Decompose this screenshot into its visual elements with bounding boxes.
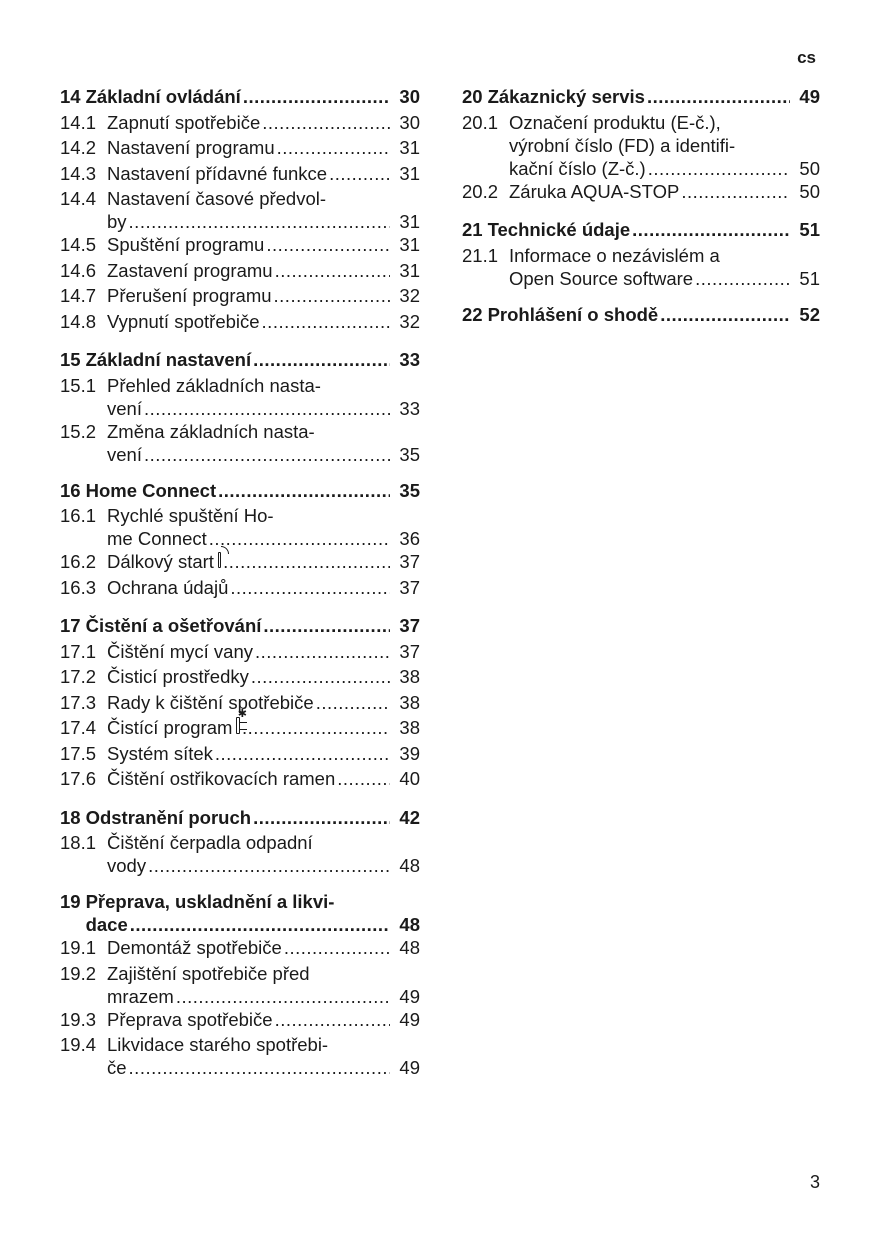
entry-title-line bbox=[107, 576, 420, 599]
toc-subentry[interactable] bbox=[60, 504, 420, 550]
entry-page-number: 32 bbox=[399, 310, 420, 332]
entry-title bbox=[107, 962, 420, 1008]
entry-title-text: Spuštění programu bbox=[107, 234, 265, 255]
dot-leader bbox=[243, 85, 390, 108]
entry-page-number: 52 bbox=[799, 303, 820, 325]
entry-number: 16 bbox=[60, 479, 81, 501]
dot-leader bbox=[266, 233, 390, 256]
entry-title bbox=[509, 180, 820, 203]
entry-number: 15.1 bbox=[60, 374, 97, 396]
entry-title-line bbox=[107, 504, 420, 527]
entry-number: 19.2 bbox=[60, 962, 97, 984]
toc-chapter[interactable] bbox=[462, 303, 820, 329]
entry-number: 14.1 bbox=[60, 111, 97, 133]
entry-number: 18.1 bbox=[60, 832, 97, 853]
entry-title bbox=[107, 162, 420, 185]
entry-title-text: Změna základních nasta- bbox=[107, 420, 315, 442]
entry-title-text: Označení produktu (E-č.), bbox=[509, 111, 721, 133]
toc-section bbox=[60, 806, 420, 878]
entry-page-number: 49 bbox=[399, 1057, 420, 1078]
entry-title-line bbox=[488, 218, 820, 241]
entry-title bbox=[107, 504, 420, 550]
dot-leader bbox=[148, 854, 390, 877]
entry-title bbox=[107, 374, 420, 420]
toc-section bbox=[60, 890, 420, 1079]
entry-number: 17.3 bbox=[60, 691, 97, 713]
toc-subentry[interactable] bbox=[60, 374, 420, 420]
entry-title-text: vení bbox=[107, 443, 142, 465]
toc-section bbox=[462, 85, 820, 205]
entry-number: 14.3 bbox=[60, 162, 97, 184]
dot-leader bbox=[218, 479, 390, 502]
entry-title-text: Zajištění spotřebiče před bbox=[107, 962, 310, 984]
entry-title-text: Přerušení programu bbox=[107, 285, 272, 306]
entry-title bbox=[86, 85, 420, 108]
entry-number: 17.4 bbox=[60, 717, 97, 738]
entry-title-line bbox=[107, 162, 420, 185]
entry-title-text: Čištění čerpadla odpadní bbox=[107, 832, 313, 853]
entry-number: 16.1 bbox=[60, 505, 97, 526]
entry-title-text: me Connect bbox=[107, 528, 207, 549]
entry-number: 19 bbox=[60, 891, 81, 912]
dot-leader bbox=[253, 348, 390, 371]
entry-title bbox=[107, 691, 420, 714]
dot-leader bbox=[274, 284, 390, 307]
toc-chapter[interactable] bbox=[60, 614, 420, 640]
toc-subentry[interactable] bbox=[60, 831, 420, 877]
toc-section bbox=[60, 85, 420, 335]
entry-page-number: 33 bbox=[399, 349, 420, 370]
entry-number: 14 bbox=[60, 86, 81, 107]
toc-section bbox=[60, 614, 420, 793]
entry-title bbox=[107, 936, 420, 959]
entry-title-line bbox=[107, 936, 420, 959]
entry-title-text: Čistění a ošetřování bbox=[85, 615, 262, 636]
toc-chapter[interactable] bbox=[60, 479, 420, 505]
entry-title bbox=[107, 136, 420, 159]
dot-leader bbox=[284, 936, 390, 959]
entry-number: 20 bbox=[462, 86, 483, 107]
toc-section bbox=[462, 218, 820, 290]
entry-number: 15.2 bbox=[60, 420, 97, 442]
toc-chapter[interactable] bbox=[462, 218, 820, 244]
entry-title-text: če bbox=[107, 1057, 127, 1078]
entry-title bbox=[107, 665, 420, 688]
entry-title-text: Přeprava, uskladnění a likvi- bbox=[85, 891, 335, 912]
dot-leader bbox=[209, 527, 390, 550]
entry-title bbox=[107, 831, 420, 877]
toc-subentry[interactable] bbox=[60, 111, 420, 137]
toc-chapter[interactable] bbox=[60, 348, 420, 374]
dot-leader bbox=[251, 665, 390, 688]
toc-chapter[interactable] bbox=[462, 85, 820, 111]
entry-title-line bbox=[107, 374, 420, 397]
entry-title bbox=[107, 716, 420, 739]
entry-title-line bbox=[509, 267, 820, 290]
entry-title-text: mrazem bbox=[107, 985, 174, 1007]
toc-subentry[interactable] bbox=[462, 111, 820, 180]
entry-title-line bbox=[107, 691, 420, 714]
entry-title-line bbox=[107, 310, 420, 333]
page-number: 3 bbox=[809, 1172, 820, 1192]
entry-title-line bbox=[107, 962, 420, 985]
entry-page-number: 38 bbox=[399, 691, 420, 713]
entry-title-text: Systém sítek bbox=[107, 742, 213, 764]
entry-title-line bbox=[107, 397, 420, 420]
entry-title-line bbox=[509, 180, 820, 203]
entry-title-text: vení bbox=[107, 397, 142, 419]
entry-title-line bbox=[107, 1033, 420, 1056]
toc-section bbox=[60, 348, 420, 466]
dot-leader bbox=[329, 162, 390, 185]
entry-title-line bbox=[509, 111, 820, 134]
entry-title-text: Open Source software bbox=[509, 267, 694, 289]
entry-title bbox=[488, 218, 820, 241]
entry-title-line bbox=[488, 303, 820, 326]
dot-leader bbox=[144, 443, 390, 466]
entry-page-number: 35 bbox=[399, 443, 420, 465]
entry-title-text: Základní ovládání bbox=[85, 86, 241, 107]
toc-subentry[interactable] bbox=[60, 640, 420, 666]
dot-leader bbox=[660, 303, 790, 326]
entry-page-number: 39 bbox=[399, 742, 420, 764]
entry-number: 14.2 bbox=[60, 137, 97, 158]
entry-number: 17.2 bbox=[60, 666, 97, 687]
entry-title-line bbox=[107, 284, 420, 307]
entry-title-line bbox=[86, 85, 420, 108]
dot-leader bbox=[223, 550, 390, 573]
entry-page-number: 48 bbox=[399, 914, 420, 935]
entry-title-line bbox=[107, 1056, 420, 1079]
entry-number: 17 bbox=[60, 615, 81, 636]
cleaning-program-icon bbox=[236, 717, 240, 734]
entry-title-line bbox=[107, 420, 420, 443]
entry-title-text: Čistící program bbox=[107, 717, 233, 738]
entry-page-number: 42 bbox=[399, 806, 420, 828]
entry-title-line bbox=[509, 134, 820, 157]
dot-leader bbox=[255, 640, 390, 663]
entry-title bbox=[509, 244, 820, 290]
entry-title-line bbox=[107, 233, 420, 256]
entry-page-number: 30 bbox=[399, 86, 420, 107]
toc-subentry[interactable] bbox=[60, 716, 420, 742]
entry-title-text: Rady k čištění spotřebiče bbox=[107, 691, 314, 713]
dot-leader bbox=[275, 259, 390, 282]
entry-title-text: Zákaznický servis bbox=[487, 86, 645, 107]
entry-page-number: 38 bbox=[399, 717, 420, 738]
dot-leader bbox=[262, 111, 390, 134]
entry-title bbox=[107, 111, 420, 134]
entry-title-line bbox=[86, 890, 420, 913]
entry-title-text: Zastavení programu bbox=[107, 259, 273, 281]
entry-title-text: Dálkový start bbox=[107, 551, 214, 572]
entry-title-line bbox=[107, 111, 420, 134]
entry-page-number: 49 bbox=[799, 86, 820, 107]
entry-title-text: Přehled základních nasta- bbox=[107, 374, 321, 396]
entry-title bbox=[488, 85, 820, 108]
entry-title-line bbox=[107, 854, 420, 877]
entry-number: 20.1 bbox=[462, 111, 499, 133]
entry-page-number: 37 bbox=[399, 640, 420, 662]
entry-title bbox=[107, 233, 420, 256]
entry-title-line bbox=[107, 443, 420, 466]
toc-section bbox=[462, 303, 820, 329]
entry-title-text: Čisticí prostředky bbox=[107, 666, 249, 687]
toc-section bbox=[60, 479, 420, 602]
entry-title bbox=[107, 742, 420, 765]
entry-title-text: Nastavení přídavné funkce bbox=[107, 162, 328, 184]
toc-chapter[interactable] bbox=[60, 85, 420, 111]
toc-subentry[interactable] bbox=[60, 259, 420, 285]
entry-title bbox=[107, 310, 420, 333]
entry-title-text: Čištění ostřikovacích ramen bbox=[107, 768, 336, 789]
entry-title bbox=[107, 767, 420, 790]
entry-title-line bbox=[107, 985, 420, 1008]
entry-page-number: 31 bbox=[399, 234, 420, 255]
entry-title-text: Přeprava spotřebiče bbox=[107, 1008, 273, 1030]
entry-title-text: Nastavení časové předvol- bbox=[107, 188, 327, 209]
entry-page-number: 40 bbox=[399, 768, 420, 789]
entry-number: 16.2 bbox=[60, 551, 97, 572]
entry-title-text: Technické údaje bbox=[487, 219, 631, 240]
entry-page-number: 35 bbox=[399, 479, 420, 501]
dot-leader bbox=[695, 267, 790, 290]
entry-title-line bbox=[107, 550, 420, 573]
entry-title bbox=[107, 576, 420, 599]
dot-leader bbox=[316, 691, 390, 714]
entry-number: 16.3 bbox=[60, 576, 97, 598]
toc-subentry[interactable] bbox=[60, 1033, 420, 1079]
entry-page-number: 32 bbox=[399, 285, 420, 306]
entry-title-line bbox=[107, 259, 420, 282]
entry-title-text: Rychlé spuštění Ho- bbox=[107, 505, 274, 526]
entry-title bbox=[107, 550, 420, 573]
entry-number: 19.4 bbox=[60, 1034, 97, 1055]
entry-title-line bbox=[107, 210, 420, 233]
entry-title-text: Základní nastavení bbox=[85, 349, 252, 370]
entry-title-text: Prohlášení o shodě bbox=[487, 303, 659, 325]
dot-leader bbox=[647, 85, 790, 108]
dot-leader bbox=[632, 218, 790, 241]
toc-subentry[interactable] bbox=[462, 180, 820, 206]
entry-title-line bbox=[107, 136, 420, 159]
entry-title-line bbox=[86, 348, 420, 371]
dot-leader bbox=[144, 397, 390, 420]
toc-subentry[interactable] bbox=[60, 665, 420, 691]
entry-title-line bbox=[107, 716, 420, 739]
entry-title-line bbox=[86, 479, 420, 502]
dot-leader bbox=[215, 742, 390, 765]
entry-title-text: Vypnutí spotřebiče bbox=[107, 310, 260, 332]
remote-start-icon bbox=[218, 552, 221, 568]
entry-number: 22 bbox=[462, 303, 483, 325]
entry-page-number: 31 bbox=[399, 211, 420, 232]
entry-number: 18 bbox=[60, 806, 81, 828]
entry-page-number: 31 bbox=[399, 162, 420, 184]
toc-column-right bbox=[462, 85, 820, 341]
entry-title-line bbox=[86, 913, 420, 936]
entry-page-number: 50 bbox=[799, 180, 820, 202]
dot-leader bbox=[275, 1008, 390, 1031]
entry-title-text: kační číslo (Z-č.) bbox=[509, 157, 646, 179]
toc-chapter[interactable] bbox=[60, 806, 420, 832]
entry-title bbox=[86, 614, 420, 637]
entry-title bbox=[107, 420, 420, 466]
entry-title-text: Čištění mycí vany bbox=[107, 640, 253, 662]
entry-number: 14.6 bbox=[60, 259, 97, 281]
entry-title bbox=[107, 1008, 420, 1031]
entry-number: 15 bbox=[60, 349, 81, 370]
entry-title-line bbox=[107, 187, 420, 210]
toc-subentry[interactable] bbox=[60, 233, 420, 259]
entry-title-text: dace bbox=[85, 914, 128, 935]
entry-title-text: Likvidace starého spotřebi- bbox=[107, 1034, 329, 1055]
entry-page-number: 49 bbox=[399, 985, 420, 1007]
toc-subentry[interactable] bbox=[462, 244, 820, 290]
language-code: cs bbox=[797, 48, 816, 67]
dot-leader bbox=[129, 1056, 390, 1079]
dot-leader bbox=[230, 576, 390, 599]
toc-subentry[interactable] bbox=[60, 284, 420, 310]
toc-subentry[interactable] bbox=[60, 310, 420, 336]
entry-title-line bbox=[107, 767, 420, 790]
entry-page-number: 48 bbox=[399, 855, 420, 876]
entry-title-line bbox=[107, 640, 420, 663]
entry-number: 21.1 bbox=[462, 244, 499, 266]
entry-title-text: Odstranění poruch bbox=[85, 806, 252, 828]
entry-title bbox=[86, 806, 420, 829]
entry-title-text: vody bbox=[107, 855, 147, 876]
entry-title-line bbox=[86, 614, 420, 637]
entry-title bbox=[107, 259, 420, 282]
toc-subentry[interactable] bbox=[60, 936, 420, 962]
dot-leader bbox=[242, 716, 390, 739]
toc-subentry[interactable] bbox=[60, 187, 420, 233]
entry-title-line bbox=[107, 1008, 420, 1031]
toc-subentry[interactable] bbox=[60, 162, 420, 188]
entry-page-number: 37 bbox=[399, 551, 420, 572]
entry-title-text: Home Connect bbox=[85, 479, 217, 501]
entry-title bbox=[107, 640, 420, 663]
entry-title-line bbox=[107, 742, 420, 765]
dot-leader bbox=[176, 985, 390, 1008]
entry-title bbox=[107, 284, 420, 307]
entry-number: 19.3 bbox=[60, 1008, 97, 1030]
dot-leader bbox=[648, 157, 790, 180]
toc-subentry[interactable] bbox=[60, 576, 420, 602]
entry-title-text: Záruka AQUA-STOP bbox=[509, 180, 680, 202]
toc-subentry[interactable] bbox=[60, 742, 420, 768]
dot-leader bbox=[277, 136, 390, 159]
entry-title bbox=[86, 479, 420, 502]
entry-page-number: 38 bbox=[399, 666, 420, 687]
entry-title-line bbox=[509, 244, 820, 267]
entry-page-number: 49 bbox=[399, 1008, 420, 1030]
toc-subentry[interactable] bbox=[60, 136, 420, 162]
entry-number: 21 bbox=[462, 219, 483, 240]
toc-subentry[interactable] bbox=[60, 550, 420, 576]
entry-title bbox=[86, 348, 420, 371]
entry-page-number: 51 bbox=[799, 267, 820, 289]
entry-title-text: Informace o nezávislém a bbox=[509, 244, 720, 266]
entry-title-text: Nastavení programu bbox=[107, 137, 275, 158]
entry-title-text: Demontáž spotřebiče bbox=[107, 937, 282, 958]
entry-page-number: 30 bbox=[399, 111, 420, 133]
entry-title-line bbox=[488, 85, 820, 108]
entry-number: 17.1 bbox=[60, 640, 97, 662]
entry-number: 17.5 bbox=[60, 742, 97, 764]
dot-leader bbox=[263, 614, 390, 637]
entry-title bbox=[86, 890, 420, 936]
entry-number: 20.2 bbox=[462, 180, 499, 202]
entry-title-text: by bbox=[107, 211, 127, 232]
entry-title-line bbox=[107, 831, 420, 854]
entry-number: 19.1 bbox=[60, 937, 97, 958]
entry-title bbox=[509, 111, 820, 180]
dot-leader bbox=[681, 180, 790, 203]
dot-leader bbox=[337, 767, 390, 790]
entry-title bbox=[488, 303, 820, 326]
entry-page-number: 33 bbox=[399, 397, 420, 419]
entry-title-line bbox=[107, 527, 420, 550]
entry-number: 14.8 bbox=[60, 310, 97, 332]
entry-title bbox=[107, 1033, 420, 1079]
dot-leader bbox=[262, 310, 390, 333]
entry-page-number: 36 bbox=[399, 528, 420, 549]
toc-subentry[interactable] bbox=[60, 962, 420, 1008]
entry-title-text: Zapnutí spotřebiče bbox=[107, 111, 261, 133]
entry-title-text: Ochrana údajů bbox=[107, 576, 229, 598]
entry-page-number: 37 bbox=[399, 615, 420, 636]
entry-number: 14.4 bbox=[60, 188, 97, 209]
entry-page-number: 51 bbox=[799, 219, 820, 240]
dot-leader bbox=[129, 210, 390, 233]
entry-page-number: 50 bbox=[799, 157, 820, 179]
entry-number: 14.5 bbox=[60, 234, 97, 255]
toc-subentry[interactable] bbox=[60, 767, 420, 793]
entry-title-line bbox=[107, 665, 420, 688]
entry-page-number: 31 bbox=[399, 137, 420, 158]
entry-page-number: 31 bbox=[399, 259, 420, 281]
entry-page-number: 48 bbox=[399, 937, 420, 958]
entry-title-text: výrobní číslo (FD) a identifi- bbox=[509, 134, 736, 156]
entry-page-number: 37 bbox=[399, 576, 420, 598]
entry-number: 17.6 bbox=[60, 768, 97, 789]
toc-subentry[interactable] bbox=[60, 1008, 420, 1034]
entry-title bbox=[107, 187, 420, 233]
entry-number: 14.7 bbox=[60, 285, 97, 306]
toc-chapter[interactable] bbox=[60, 890, 420, 936]
dot-leader bbox=[253, 806, 390, 829]
entry-title-line bbox=[86, 806, 420, 829]
toc-subentry[interactable] bbox=[60, 420, 420, 466]
dot-leader bbox=[130, 913, 390, 936]
toc-column-left bbox=[60, 85, 420, 1092]
entry-title-line bbox=[509, 157, 820, 180]
